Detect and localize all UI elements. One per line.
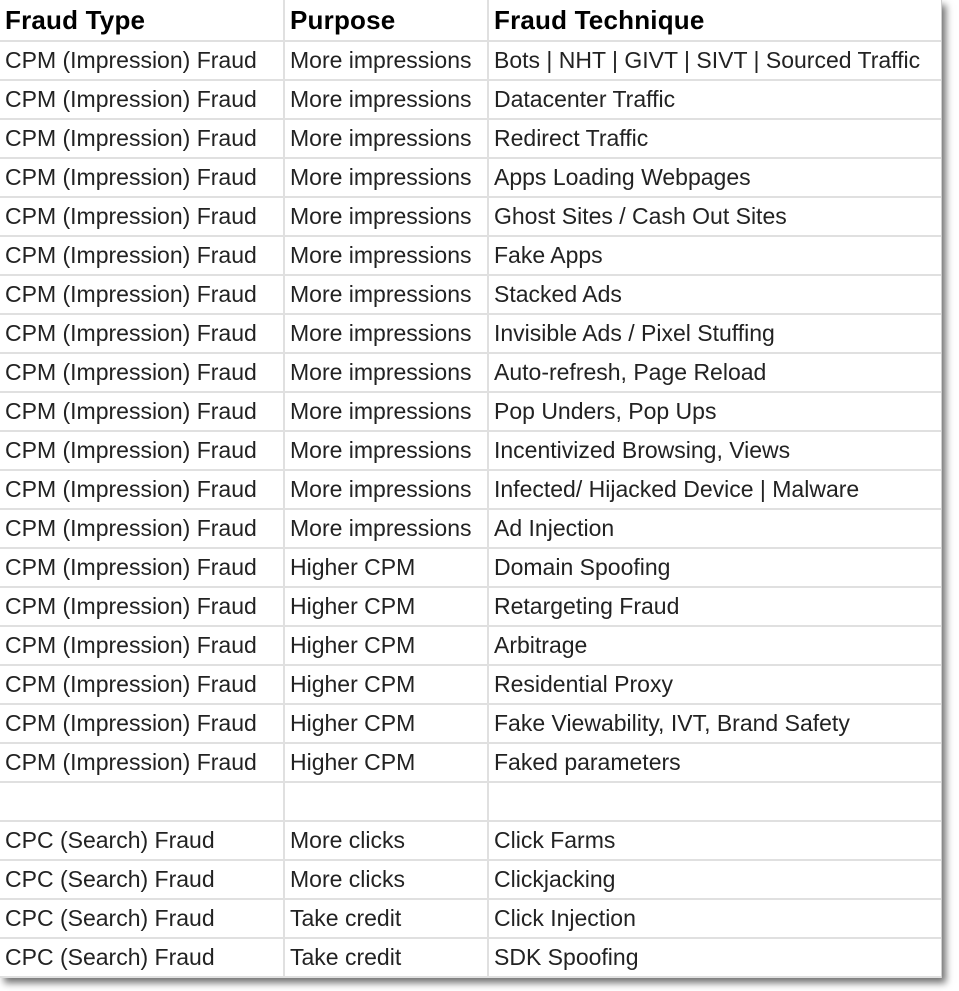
cell-purpose[interactable]: More impressions [284,80,488,119]
cell-fraud-type[interactable]: CPM (Impression) Fraud [0,80,284,119]
table-row [0,80,941,119]
header-row [0,0,941,41]
cell-fraud-type[interactable]: CPM (Impression) Fraud [0,743,284,782]
cell-fraud-type[interactable]: CPM (Impression) Fraud [0,431,284,470]
cell-fraud-type[interactable]: CPM (Impression) Fraud [0,470,284,509]
cell-fraud-type[interactable]: CPM (Impression) Fraud [0,41,284,80]
cell-purpose[interactable]: More impressions [284,236,488,275]
cell-fraud-technique[interactable]: Ghost Sites / Cash Out Sites [488,197,941,236]
table-row [0,158,941,197]
table-row [0,665,941,704]
cell-fraud-technique[interactable]: Pop Unders, Pop Ups [488,392,941,431]
cell-purpose[interactable]: Take credit [284,938,488,977]
cell-fraud-technique[interactable]: SDK Spoofing [488,938,941,977]
cell-fraud-type[interactable]: CPM (Impression) Fraud [0,236,284,275]
table-row [0,41,941,80]
cell-fraud-type[interactable]: CPM (Impression) Fraud [0,119,284,158]
cell-fraud-technique[interactable]: Apps Loading Webpages [488,158,941,197]
cell-purpose[interactable]: More impressions [284,431,488,470]
table-row [0,509,941,548]
table-row [0,470,941,509]
cell-fraud-technique[interactable]: Invisible Ads / Pixel Stuffing [488,314,941,353]
table-row [0,821,941,860]
table-row [0,119,941,158]
cell-fraud-type[interactable]: CPM (Impression) Fraud [0,158,284,197]
cell-fraud-type[interactable]: CPM (Impression) Fraud [0,587,284,626]
cell-purpose[interactable]: Higher CPM [284,626,488,665]
table-row [0,938,941,977]
table-row [0,587,941,626]
table-row [0,704,941,743]
cell-purpose[interactable]: More clicks [284,821,488,860]
cell-fraud-technique[interactable]: Arbitrage [488,626,941,665]
cell-purpose[interactable]: More impressions [284,275,488,314]
cell-fraud-technique[interactable]: Auto-refresh, Page Reload [488,353,941,392]
cell-purpose[interactable]: More impressions [284,509,488,548]
cell-purpose[interactable]: More impressions [284,41,488,80]
header-purpose[interactable]: Purpose [284,0,488,41]
cell-fraud-technique[interactable]: Datacenter Traffic [488,80,941,119]
table-row [0,743,941,782]
table-row [0,392,941,431]
cell-fraud-type[interactable]: CPM (Impression) Fraud [0,392,284,431]
table-row [0,548,941,587]
table-row [0,197,941,236]
cell-fraud-technique[interactable]: Bots | NHT | GIVT | SIVT | Sourced Traffic [488,41,941,80]
table-row [0,860,941,899]
cell-fraud-type[interactable]: CPM (Impression) Fraud [0,197,284,236]
cell-fraud-technique[interactable]: Residential Proxy [488,665,941,704]
cell-purpose[interactable]: More impressions [284,119,488,158]
table-row [0,314,941,353]
table-body [0,41,941,977]
cell-fraud-type[interactable] [0,782,284,821]
cell-fraud-type[interactable]: CPC (Search) Fraud [0,860,284,899]
cell-purpose[interactable]: More impressions [284,314,488,353]
cell-fraud-type[interactable]: CPM (Impression) Fraud [0,275,284,314]
cell-purpose[interactable]: Higher CPM [284,587,488,626]
cell-fraud-technique[interactable]: Ad Injection [488,509,941,548]
cell-purpose[interactable]: Higher CPM [284,704,488,743]
header-fraud-technique[interactable]: Fraud Technique [488,0,941,41]
cell-fraud-type[interactable]: CPM (Impression) Fraud [0,665,284,704]
table-row [0,782,941,821]
cell-fraud-technique[interactable]: Faked parameters [488,743,941,782]
cell-purpose[interactable]: More impressions [284,392,488,431]
cell-fraud-technique[interactable]: Redirect Traffic [488,119,941,158]
cell-purpose[interactable]: Take credit [284,899,488,938]
cell-fraud-technique[interactable]: Retargeting Fraud [488,587,941,626]
cell-purpose[interactable]: Higher CPM [284,665,488,704]
cell-fraud-technique[interactable]: Click Farms [488,821,941,860]
cell-fraud-technique[interactable]: Incentivized Browsing, Views [488,431,941,470]
cell-fraud-technique[interactable]: Fake Apps [488,236,941,275]
header-fraud-type[interactable]: Fraud Type [0,0,284,41]
cell-purpose[interactable]: Higher CPM [284,548,488,587]
cell-purpose[interactable]: More impressions [284,158,488,197]
table-row [0,236,941,275]
cell-purpose[interactable]: More impressions [284,470,488,509]
cell-purpose[interactable]: Higher CPM [284,743,488,782]
cell-fraud-type[interactable]: CPC (Search) Fraud [0,899,284,938]
cell-fraud-type[interactable]: CPC (Search) Fraud [0,938,284,977]
cell-purpose[interactable]: More impressions [284,197,488,236]
cell-purpose[interactable]: More clicks [284,860,488,899]
cell-fraud-technique[interactable]: Infected/ Hijacked Device | Malware [488,470,941,509]
cell-fraud-technique[interactable]: Click Injection [488,899,941,938]
cell-fraud-technique[interactable]: Fake Viewability, IVT, Brand Safety [488,704,941,743]
cell-purpose[interactable] [284,782,488,821]
table-row [0,275,941,314]
cell-fraud-type[interactable]: CPM (Impression) Fraud [0,353,284,392]
table-row [0,626,941,665]
cell-purpose[interactable]: More impressions [284,353,488,392]
cell-fraud-type[interactable]: CPC (Search) Fraud [0,821,284,860]
cell-fraud-type[interactable]: CPM (Impression) Fraud [0,626,284,665]
table-row [0,353,941,392]
cell-fraud-technique[interactable]: Clickjacking [488,860,941,899]
cell-fraud-type[interactable]: CPM (Impression) Fraud [0,704,284,743]
cell-fraud-technique[interactable] [488,782,941,821]
cell-fraud-type[interactable]: CPM (Impression) Fraud [0,314,284,353]
cell-fraud-type[interactable]: CPM (Impression) Fraud [0,548,284,587]
table-row [0,899,941,938]
cell-fraud-technique[interactable]: Domain Spoofing [488,548,941,587]
cell-fraud-type[interactable]: CPM (Impression) Fraud [0,509,284,548]
table-row [0,431,941,470]
cell-fraud-technique[interactable]: Stacked Ads [488,275,941,314]
